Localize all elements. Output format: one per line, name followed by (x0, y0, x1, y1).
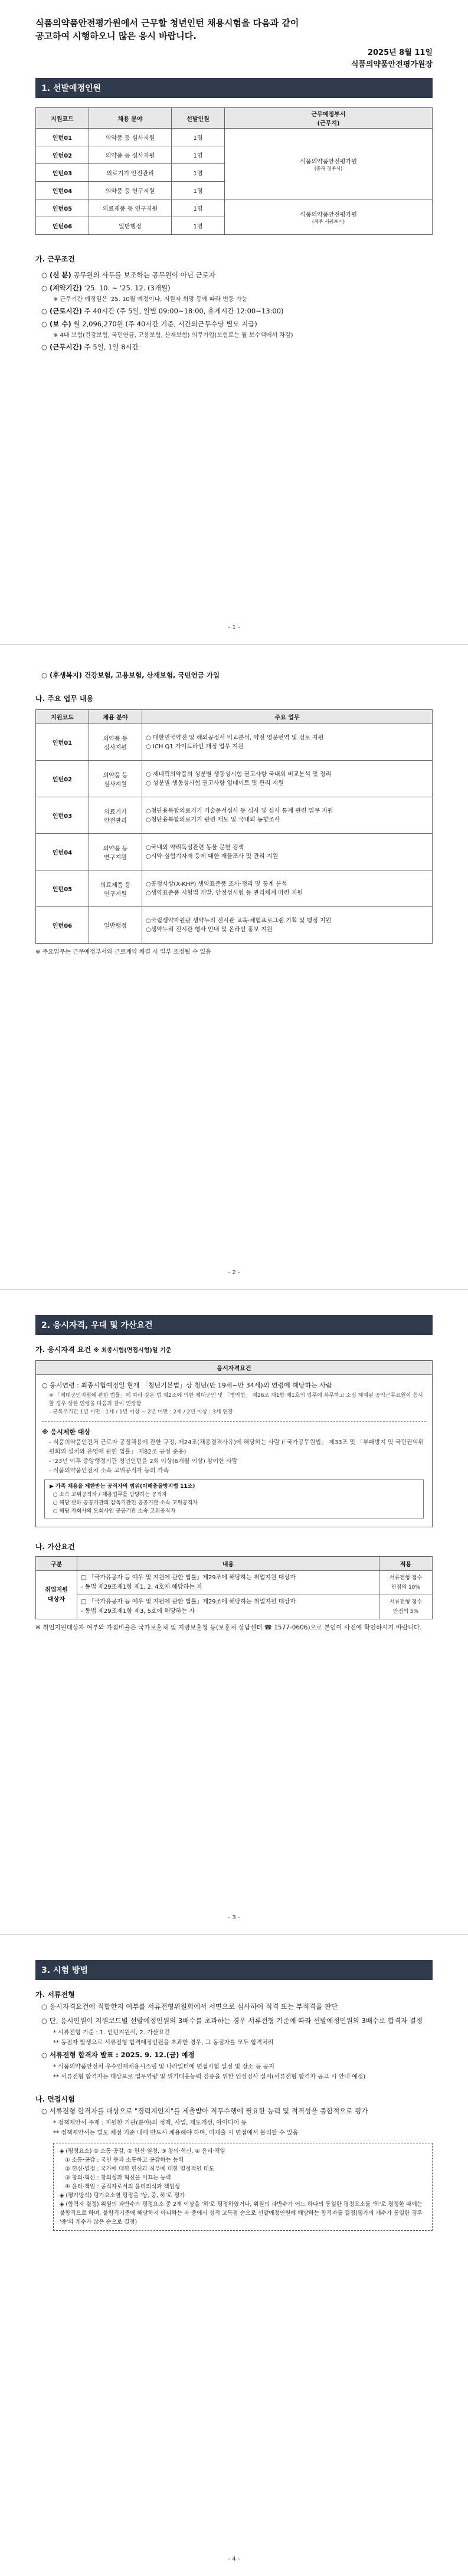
eligibility-box-title: 응시자격요건 (36, 1361, 432, 1375)
notice-issuer: 식품의약품안전평가원장 (351, 60, 433, 69)
bonus-title: 나. 가산요건 (35, 1543, 75, 1551)
duty-note: ※ 주요업무는 근무예정부서와 근로계약 체결 시 일부 조정될 수 있음 (35, 949, 211, 955)
eligibility-box: 응시자격요건 ○ 응시연령 : 최종시험예정일 현재 「청년기본법」상 청년(만 19세~만 34세)의 연령에 해당하는 사람 ※ 「제대군인지원에 관한 법률」에 따라 같은 법 제2조에 의한 제대군인 및 「병역법」 제26조 제1항 제1호의 업무에 복무하고 소집 해제된 공익근무요원이 응시할 경우 상한 연령을 다음과 같이 연장함 - 군복무기간 1년 미만 : 1세 / 1년 이상 ~ 2년 미만 : 2세 / 2년 이상 : 3세 연장 ※ 응시제한 대상 - 식품의약품안전처 근로자 공정채용에 관한 규정, 제24조(채용결격사유)에 해당하는 사람 (「국가공무원법」 제33조 및 「부패방지 및 국민권익위원회의 설치와 운영에 관한 법률」 제82조 규정 준용) - '23년 이후 중앙행정기관 청년인턴을 2회 이상(6개월 이상) 참여한 사람 - 식품의약품안전처 소속 고위공직자 등의 가족 ▶ 가족 채용을 제한받는 공직자의 범위(이해충돌방지법 11조) ○ 소속 고위공직자 / 채용업무를 담당하는 공직자 ○ 해당 산하 공공기관의 감독기관인 공공기관 소속 고위공직자 ○ 해당 자회사의 모회사인 공공기관 소속 고위공직자 (35, 1360, 433, 1527)
restriction-title: ※ 응시제한 대상 (42, 1428, 91, 1436)
table-row: 인턴01 의약품 등 심사지원 1명 식품의약품안전평가원 (충북 청주시) (36, 129, 433, 146)
page-1 (0, 0, 468, 644)
table-header: 채용 분야 (89, 108, 172, 129)
work-conditions-title: 가. 근무조건 (35, 255, 75, 263)
table-row: 인턴04 의약품 등 연구지원 1명 (36, 182, 433, 199)
eligibility-age: ○ 응시연령 : 최종시험예정일 현재 「청년기본법」상 청년(만 19세~만 34세)의 연령에 해당하는 사람 (42, 1382, 332, 1389)
page-number: - 1 - (228, 624, 240, 631)
duty-table (35, 709, 433, 944)
section-title-3: 3. 시험 방법 (35, 1960, 433, 1980)
condition-note: ※ 4대 보험(건강보험, 국민연금, 고용보험, 산재보험) 의무가입(보험료는 월 보수액에서 차감) (53, 332, 293, 339)
interview-title: 나. 면접시험 (35, 2095, 75, 2103)
notice-date: 2025년 8월 11일 (367, 48, 433, 57)
table-row: 인턴04 의약품 등 연구지원 ○국내외 약리독성관련 동물 문헌 검색 ○시약·실험기자재 등에 대한 재물조사 및 관리 지원 (36, 834, 433, 870)
table-row: 인턴06 일반행정 1명 (36, 217, 433, 235)
notice-text (35, 0, 433, 42)
duty-title: 나. 주요 업무 내용 (35, 695, 94, 703)
condition-hours: ○ (근로시간) 주 40시간 (주 5일, 일별 09:00~18:00, 휴게시간 12:00~13:00) (41, 307, 284, 315)
table-row: 인턴02 의약품 등 심사지원 1명 (36, 146, 433, 164)
table-header: 내용 (77, 1557, 379, 1571)
table-row: 취업지원 대상자 □ 「국가유공자 등 예우 및 지원에 관한 법률」제29조에 해당하는 취업지원 대상자 - 동법 제29조제1항 제1, 2, 4호에 해당하는 자 서류전형 점수 만점의 10% (36, 1571, 433, 1595)
table-header: 적용 (379, 1557, 433, 1571)
table-header: 채용 분야 (89, 710, 142, 724)
table-row: □ 「국가유공자 등 예우 및 지원에 관한 법률」제29조에 해당하는 취업지원 대상자 - 동법 제29조제1항 제3, 5호에 해당하는 자 서류전형 점수 만점의 5% (36, 1595, 433, 1619)
bonus-note: ※ 취업지원대상자 여부와 가점비율은 국가보훈처 및 지방보훈청 등(보훈처 상담센터 ☎ 1577-0606)으로 본인이 사전에 확인하시기 바랍니다. (35, 1624, 422, 1631)
table-row: 인턴01 의약품 등 심사지원 ○ 대한민국약전 및 해외공정서 비교분석, 약전 영문번역 및 검토 지원 ○ ICH Q1 가이드라인 개정 업무 지원 (36, 724, 433, 761)
positions-table (35, 107, 433, 235)
notice-line-2: 공고하여 시행하오니 많은 응시 바랍니다. (35, 31, 197, 41)
table-header: 지원코드 (36, 710, 89, 724)
page-number: - 3 - (228, 1914, 240, 1921)
page-number: - 2 - (228, 1269, 240, 1276)
table-header: 선발인원 (172, 108, 225, 129)
condition-days: ○ (근무시간) 주 5일, 1일 8시간 (41, 343, 139, 351)
page-number: - 4 - (228, 2556, 240, 2562)
dept-cheongju: 식품의약품안전평가원 (충북 청주시) (225, 129, 433, 199)
welfare-line: ○ (후생복지) 건강보험, 고용보험, 산재보험, 국민연금 가입 (41, 671, 220, 679)
page-3 (0, 1290, 468, 1934)
table-header: 지원코드 (36, 108, 89, 129)
table-row: 인턴02 의약품 등 심사지원 ○ 제네릭의약품의 성분별 생동성시험 권고사항 국내외 비교분석 및 정리 ○ 성분별 생동성시험 권고사항 업데이트 및 관리 지원 (36, 761, 433, 797)
condition-note: ※ 근무기간 예정일은 '25. 10월 예정이나, 지원자 희망 등에 따라 변동 가능 (53, 296, 248, 303)
table-row: 인턴05 의료제품 등 연구지원 ○공정시상(X-KHP) 생약표준품 조사·정리 및 통계 분석 ○생약표준품 시험법 개발, 안정성시험 등 관리체계 마련 지원 (36, 870, 433, 907)
notice-line-1: 식품의약품안전평가원에서 근무할 청년인턴 채용시험을 다음과 같이 (35, 18, 299, 28)
condition-pay: ○ (보 수) 월 2,096,270원 (주 40시간 기준, 시간외근무수당 별도 지급) (41, 320, 257, 328)
table-header: 주요 업무 (142, 710, 433, 724)
table-row: 인턴03 의료기기 안전관리 ○첨단융복합의료기기 기술문서심사 등 심사 및 심사 통계 관련 업무 지원 ○첨단융복합의료기기 관련 제도 및 국내외 동향조사 (36, 797, 433, 834)
condition-period: ○ (계약기간) '25. 10. ~ '25. 12. (3개월) (41, 284, 171, 292)
eligibility-title: 가. 응시자격 요건 ※ 최종시험(면접시험)일 기준 (35, 1346, 172, 1354)
dept-seogwipo: 식품의약품안전평가원 (제주 서귀포시) (225, 199, 433, 235)
section-title-1: 1. 선발예정인원 (35, 78, 433, 98)
table-row: 인턴03 의료기기 안전관리 1명 (36, 164, 433, 182)
interview-criteria-box: ◈ (평정요소) ① 소통·공감, ② 헌신·열정, ③ 창의·혁신, ④ 윤리·책임 ① 소통·공감 : 국민 등과 소통하고 공감하는 능력 ② 헌신·열정 : 국가에 대한 헌신과 직무에 대한 열정적인 태도 ③ 창의·혁신 : 창의성과 혁신을 이끄는 능력 ④ 윤리·책임 : 공직자로서의 윤리의식과 책임성 ◈ (평가방식) 평가요소별 평정을 '상, 중, 하'로 평가 ◈ (합격자 결정) 위원의 과반수가 평정요소 중 2개 이상을 '하'로 평정하였거나, 위원의 과반수가 어느 하나의 동일한 평정요소를 '하'로 평정한 때에는 불합격으로 하며, 불합격기준에 해당하지 아니하는 자 중에서 성적 고득점 순으로 선발예정인원에 해당하는 합격자를 결정(평가의 개수가 동일한 경우 '중'의 개수가 많은 순으로 결정) (53, 2143, 433, 2231)
table-row: 인턴05 의료제품 등 연구지원 1명 식품의약품안전평가원 (제주 서귀포시) (36, 199, 433, 217)
document-screening-title: 가. 서류전형 (35, 1991, 75, 1999)
section-title-2: 2. 응시자격, 우대 및 가산요건 (35, 1315, 433, 1335)
table-header: 구분 (36, 1557, 77, 1571)
condition-status: ○ (신 분) 공무원의 사무를 보조하는 공무원이 아닌 근로자 (41, 271, 215, 279)
bonus-table (35, 1556, 433, 1619)
table-row: 인턴06 일반행정 ○국립생약자원관 생약누리 전시관 교육·체험프로그램 기획 및 행정 지원 ○생약누리 전시관 행사 안내 및 온라인 홍보 지원 (36, 907, 433, 944)
page-2 (0, 645, 468, 1289)
family-restriction-box: ▶ 가족 채용을 제한받는 공직자의 범위(이해충돌방지법 11조) ○ 소속 고위공직자 / 채용업무를 담당하는 공직자 ○ 해당 산하 공공기관의 감독기관인 공공기관 소속 고위공직자 ○ 해당 자회사의 모회사인 공공기관 소속 고위공직자 (44, 1480, 424, 1518)
table-header: 근무예정부서 (근무지) (225, 108, 433, 129)
page-4: 3. 시험 방법 가. 서류전형 ○ 응시자격요건에 적합한지 여부를 서류전형위원회에서 서면으로 심사하여 적격 또는 부적격을 판단 ○ 단, 응시인원이 지원코드별 선발예정인원의 3배수를 초과하는 경우 서류전형 기준에 따라 선발예정인원의 3배수로 합격자 결정 * 서류전형 기준 : 1. 인턴지원서, 2. 가산요건 ** 동점자 발생으로 서류전형 합격예정인원을 초과한 경우, 그 동점자를 모두 합격처리 ○ 서류전형 합격자 발표 : 2025. 9. 12.(금) 예정 * 식품의약품안전처 우수인재채용시스템 및 나라일터에 면접시험 일정 및 장소 등 공지 ** 서류전형 합격자는 대상으로 업무역량 및 위기대응능력 검증을 위한 인성검사 실시(서류전형 합격자 공고 시 안내 예정) 나. 면접시험 ○ 서류전형 합격자를 대상으로 "경력계인지"를 제출받아 직무수행에 필요한 능력 및 적격성을 종합적으로 평가 * 정책제안서 주제 : 지원한 기관(분야)의 정책, 사업, 제도개선, 아이디어 등 ** 정책제안서는 별도 채점 기준 내에 반드시 채용해야 하며, 미제출 시 면접에서 불리할 수 있음 ◈ (평정요소) ① 소통·공감, ② 헌신·열정, ③ 창의·혁신, ④ 윤리·책임 ① 소통·공감 : 국민 등과 소통하고 공감하는 능력 ② 헌신·열정 : 국가에 대한 헌신과 직무에 대한 열정적인 태도 ③ 창의·혁신 : 창의성과 혁신을 이끄는 능력 ④ 윤리·책임 : 공직자로서의 윤리의식과 책임성 ◈ (평가방식) 평가요소별 평정을 '상, 중, 하'로 평가 ◈ (합격자 결정) 위원의 과반수가 평정요소 중 2개 이상을 '하'로 평정하였거나, 위원의 과반수가 어느 하나의 동일한 평정요소를 '하'로 평정한 때에는 불합격으로 하며, 불합격기준에 해당하지 아니하는 자 중에서 성적 고득점 순으로 선발예정인원에 해당하는 합격자를 결정(평가의 개수가 동일한 경우 '중'의 개수가 많은 순으로 결정) - 4 - (0, 1935, 468, 2575)
